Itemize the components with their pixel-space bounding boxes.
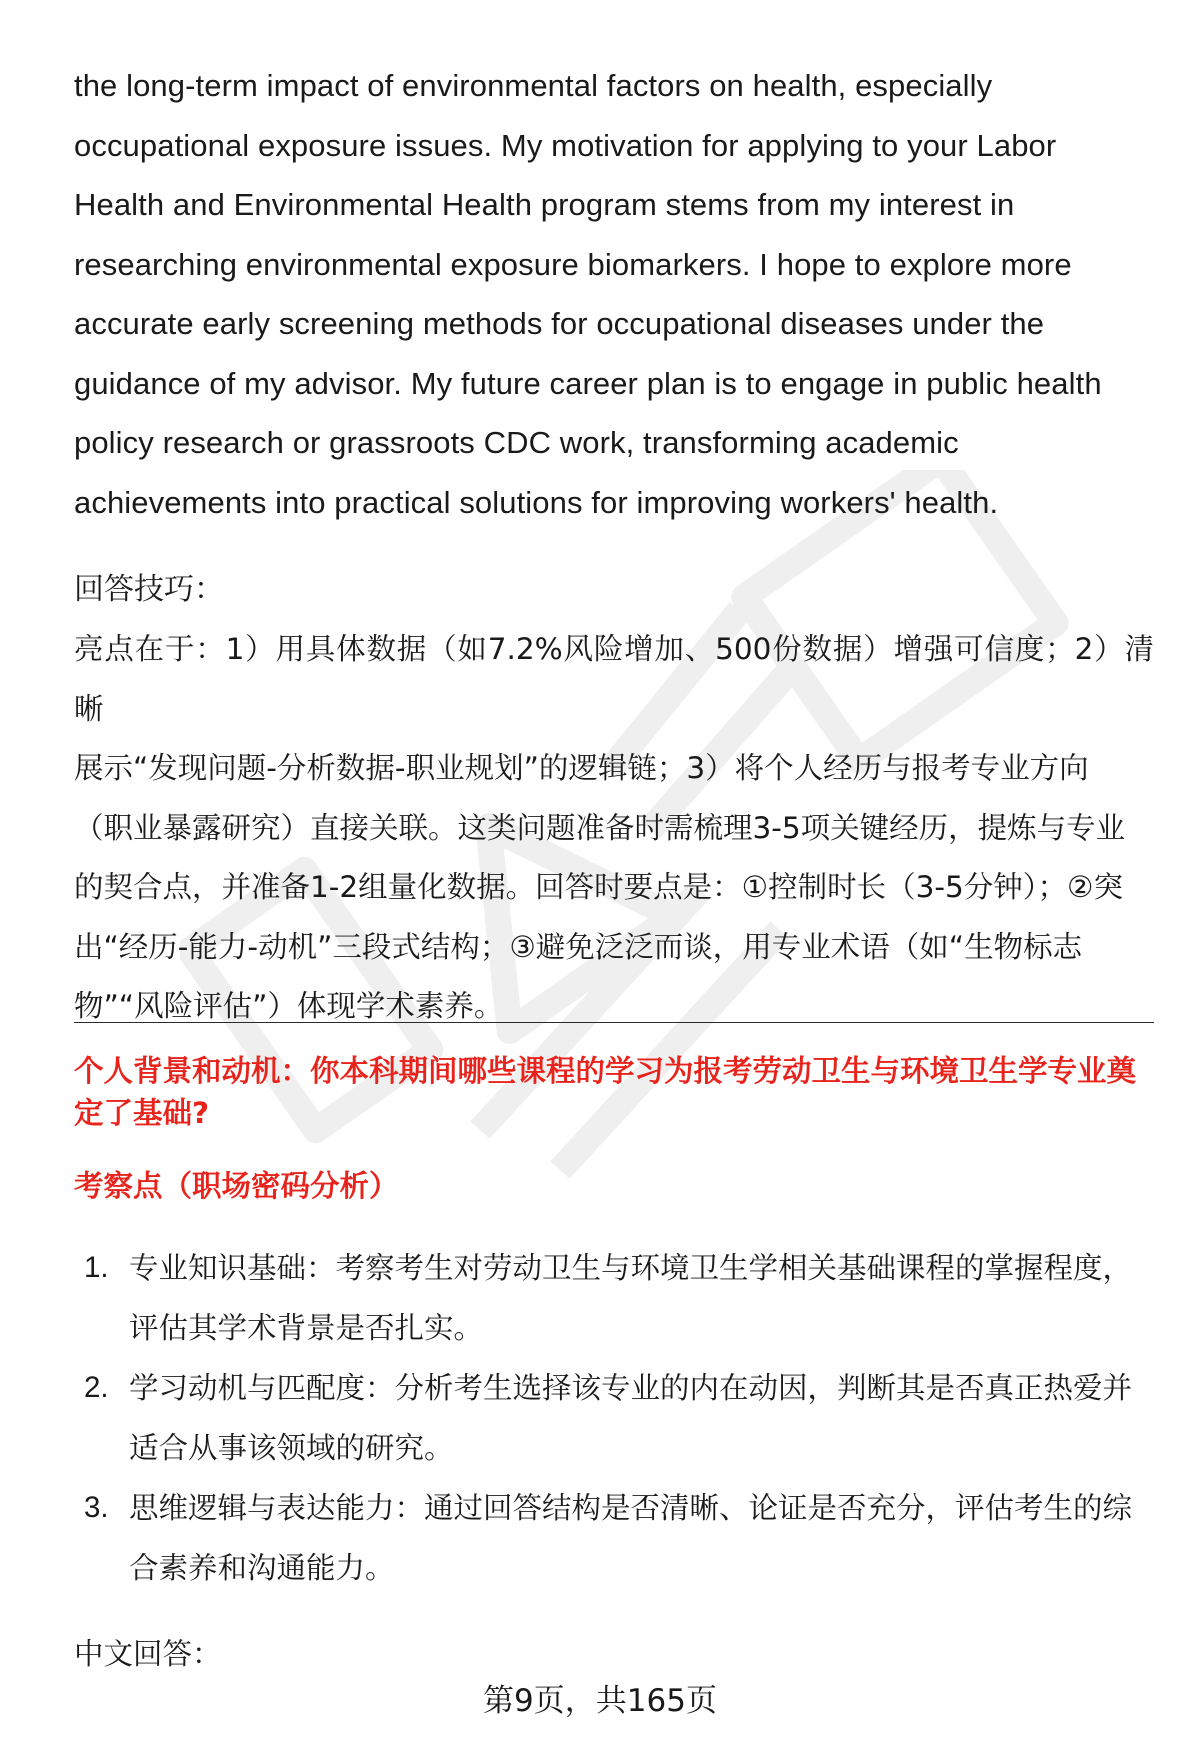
exam-points-list	[74, 1238, 1154, 1598]
list-item-line: 学习动机与匹配度：分析考生选择该专业的内在动因，判断其是否真正热爱并	[129, 1371, 1133, 1405]
question-heading	[74, 1050, 1154, 1134]
page-number: 第9页，共165页	[483, 1683, 717, 1719]
list-item-line: 思维逻辑与表达能力：通过回答结构是否清晰、论证是否充分，评估考生的综	[129, 1491, 1133, 1525]
text-line: 出“经历-能力-动机”三段式结构；③避免泛泛而谈，用专业术语（如“生物标志	[74, 929, 1083, 964]
list-number: 2.	[84, 1371, 109, 1404]
text-line: （职业暴露研究）直接关联。这类问题准备时需梳理3-5项关键经历，提炼与专业	[74, 810, 1126, 845]
text-line: 物”“风险评估”）体现学术素养。	[74, 989, 504, 1023]
section-divider	[74, 1022, 1154, 1023]
tips-paragraph	[74, 620, 1154, 1037]
question-line: 个人背景和动机：你本科期间哪些课程的学习为报考劳动卫生与环境卫生学专业奠	[74, 1054, 1137, 1088]
list-number: 3.	[84, 1491, 109, 1524]
text-line: occupational exposure issues. My motivation for applying to your Labor	[74, 127, 1057, 163]
list-number: 1.	[84, 1251, 109, 1284]
text-line: 亮点在于：1）用具体数据（如7.2%风险增加、500份数据）增强可信度；2）清晰	[74, 632, 1154, 726]
document-page	[74, 56, 1154, 1037]
question-line: 定了基础?	[74, 1096, 210, 1130]
list-item-line: 评估其学术背景是否扎实。	[129, 1311, 484, 1345]
text-line: the long-term impact of environmental factors on health, especially	[74, 68, 993, 103]
tips-label: 回答技巧：	[74, 572, 224, 607]
list-item-line: 合素养和沟通能力。	[129, 1551, 395, 1585]
text-line: Health and Environmental Health program stems from my interest in	[74, 187, 1015, 222]
exam-points-title: 考察点（职场密码分析）	[74, 1169, 399, 1203]
text-line: policy research or grassroots CDC work, transforming academic	[74, 425, 959, 460]
list-item	[74, 1478, 1154, 1598]
text-line: achievements into practical solutions for improving workers' health.	[74, 484, 999, 520]
text-line: researching environmental exposure biomarkers. I hope to explore more	[74, 246, 1072, 282]
text-line: 的契合点，并准备1-2组量化数据。回答时要点是：①控制时长（3-5分钟）；②突	[74, 870, 1124, 904]
list-item-line: 适合从事该领域的研究。	[129, 1431, 454, 1465]
list-item-line: 专业知识基础：考察考生对劳动卫生与环境卫生学相关基础课程的掌握程度，	[129, 1251, 1133, 1285]
list-item	[74, 1358, 1154, 1478]
text-line: accurate early screening methods for occupational diseases under the	[74, 306, 1045, 341]
text-line: 展示“发现问题-分析数据-职业规划”的逻辑链；3）将个人经历与报考专业方向	[74, 751, 1089, 785]
english-answer-paragraph	[74, 56, 1154, 532]
chinese-answer-label: 中文回答：	[74, 1637, 222, 1671]
list-item	[74, 1238, 1154, 1358]
text-line: guidance of my advisor. My future career plan is to engage in public health	[74, 365, 1102, 401]
